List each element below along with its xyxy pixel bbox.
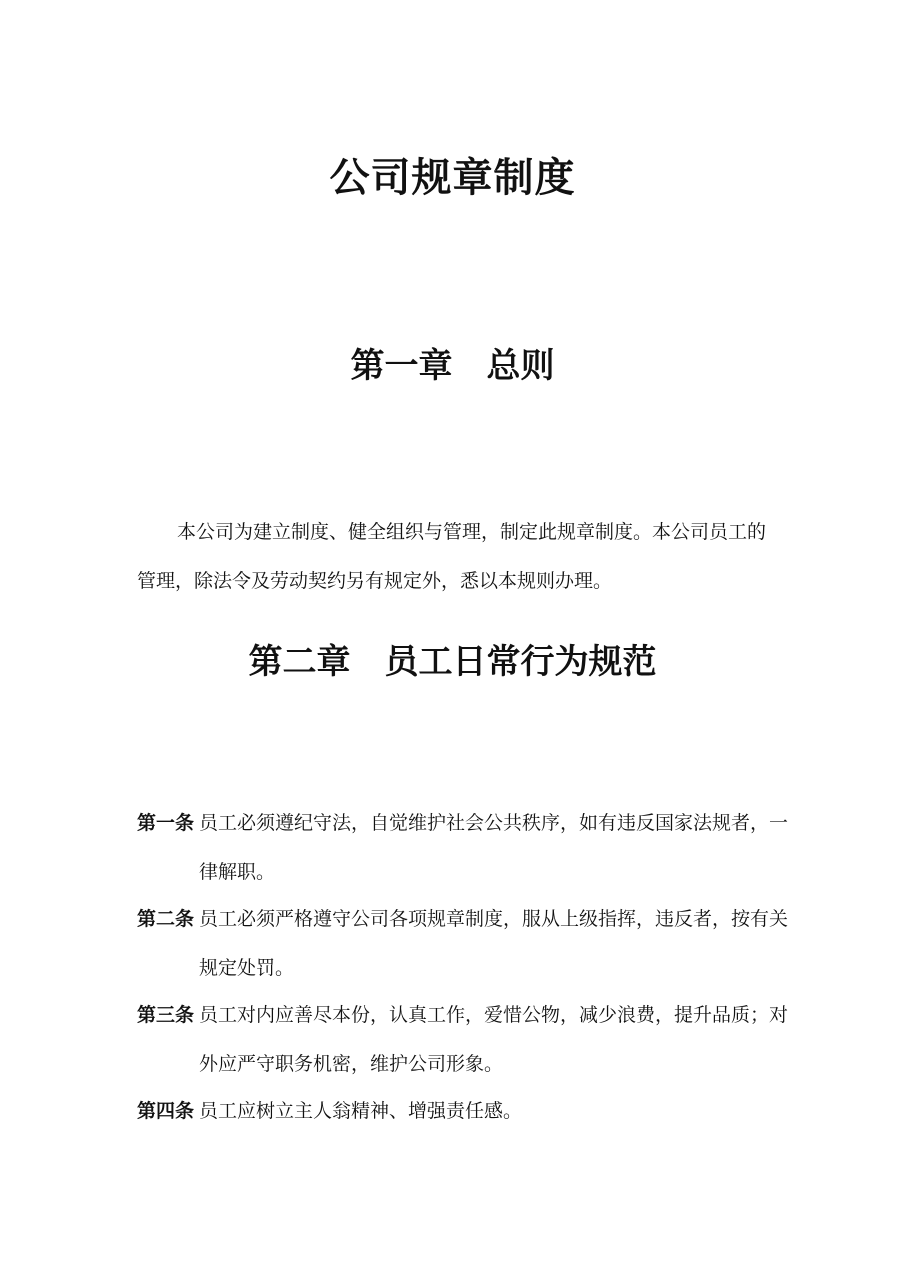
document-title: 公司规章制度 — [329, 155, 576, 201]
article-3-first-line — [137, 991, 789, 1040]
article-3-text-line-2: 外应严守职务机密，维护公司形象。 — [199, 1053, 504, 1075]
article-3 — [137, 991, 789, 1089]
article-1-text-line-2: 律解职。 — [199, 861, 276, 883]
article-2-label: 第二条 — [137, 908, 195, 930]
article-1-first-line — [137, 799, 789, 848]
article-3-text-line-1: 员工对内应善尽本份，认真工作，爱惜公物，减少浪费，提升品质；对 — [199, 1004, 789, 1026]
article-4-text-line-1: 员工应树立主人翁精神、增强责任感。 — [199, 1100, 523, 1122]
article-4-label: 第四条 — [137, 1100, 195, 1122]
article-4 — [137, 1087, 777, 1136]
chapter-1-paragraph: 本公司为建立制度、健全组织与管理，制定此规章制度。本公司员工的管理，除法令及劳动契约另有规定外，悉以本规则办理。 — [137, 521, 767, 592]
chapter-2-heading: 第二章 员工日常行为规范 — [248, 642, 657, 682]
article-2 — [137, 895, 789, 993]
article-2-text-line-1: 员工必须严格遵守公司各项规章制度，服从上级指挥，违反者，按有关 — [199, 908, 789, 930]
article-1 — [137, 799, 789, 897]
article-2-text-line-2: 规定处罚。 — [199, 957, 295, 979]
chapter-1-heading: 第一章 总则 — [350, 346, 555, 386]
article-1-text-line-1: 员工必须遵纪守法，自觉维护社会公共秩序，如有违反国家法规者，一 — [199, 812, 789, 834]
article-4-first-line — [137, 1087, 777, 1136]
article-2-first-line — [137, 895, 789, 944]
article-3-label: 第三条 — [137, 1004, 195, 1026]
article-1-label: 第一条 — [137, 812, 195, 834]
